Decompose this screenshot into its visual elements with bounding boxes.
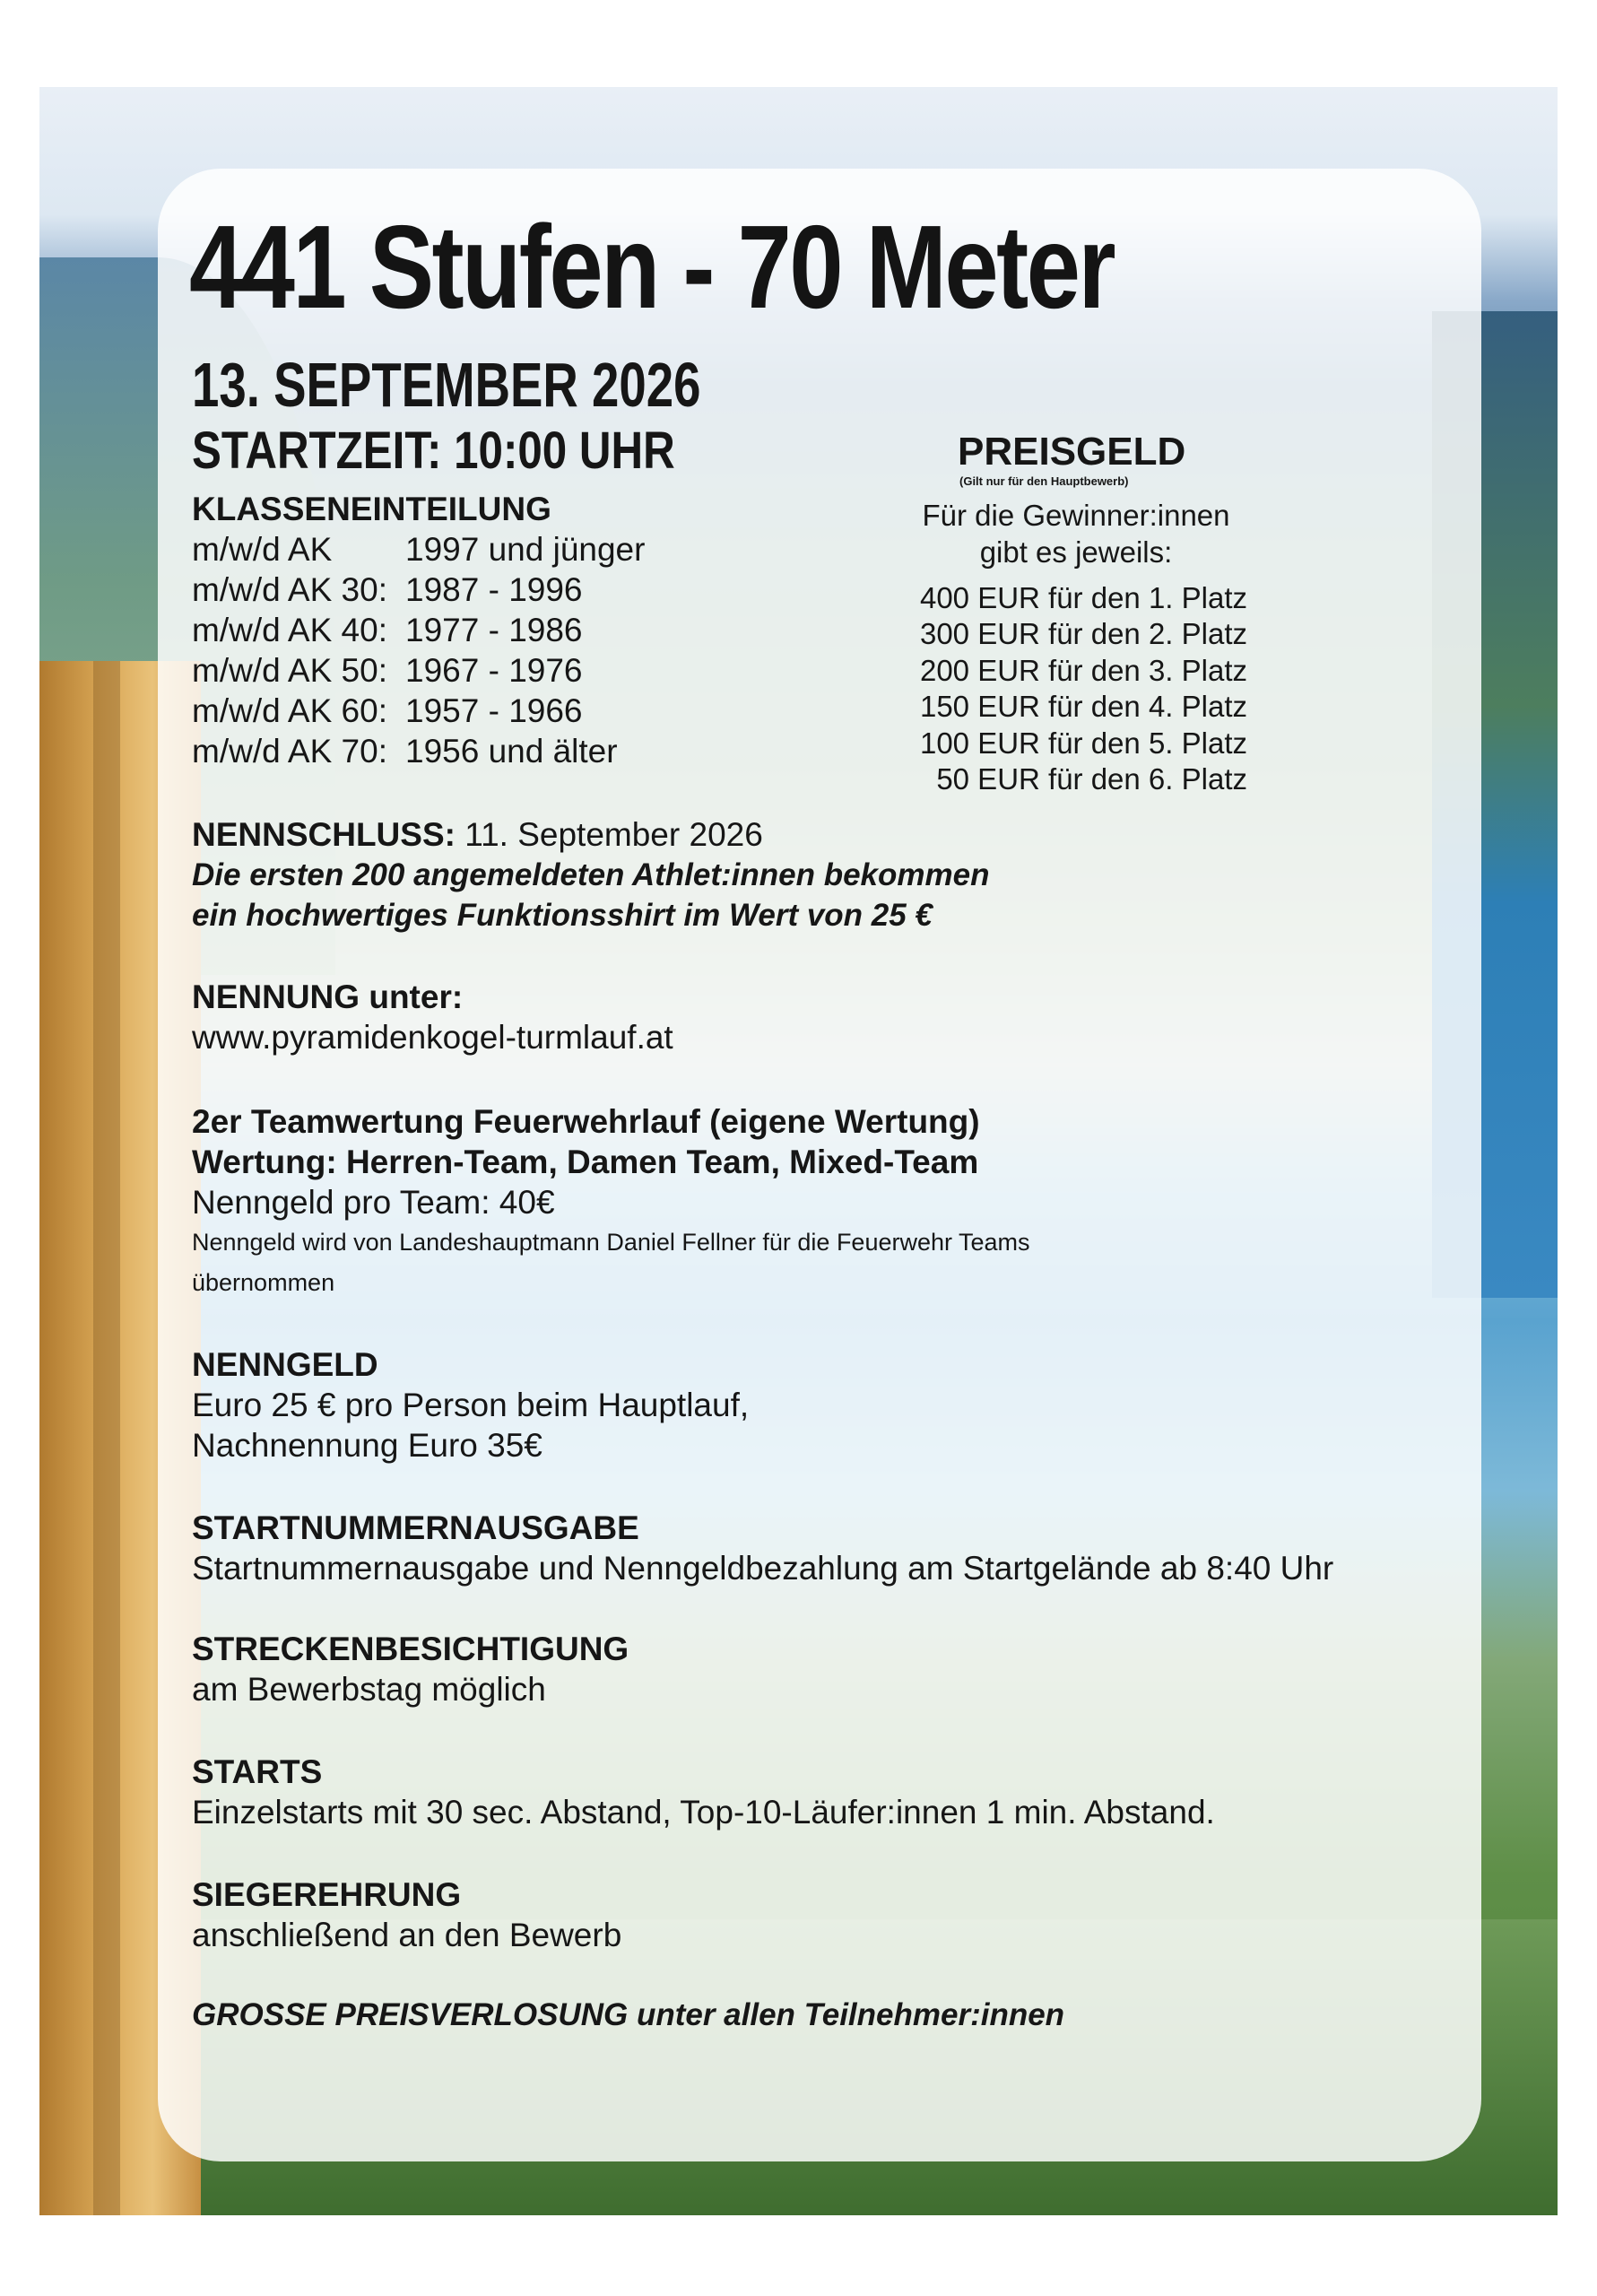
siegerehrung-heading: SIEGEREHRUNG — [192, 1876, 462, 1913]
class-label: m/w/d AK 70: — [192, 733, 387, 770]
prize-row: 200 EUR für den 3. Platz — [919, 654, 1247, 687]
startnummer-text: Startnummernausgabe und Nenngeldbezahlung am Startgelände ab 8:40 Uhr — [192, 1550, 1334, 1587]
class-label: m/w/d AK 30: — [192, 571, 387, 608]
class-years: 1956 und älter — [405, 733, 618, 770]
verlosung-bold: GROSSE PREISVERLOSUNG — [192, 1997, 629, 2032]
class-label: m/w/d AK — [192, 531, 333, 568]
class-years: 1967 - 1976 — [405, 652, 583, 689]
startnummer-heading: STARTNUMMERNAUSGABE — [192, 1509, 639, 1546]
page-title: 441 Stufen - 70 Meter — [189, 201, 1115, 333]
class-row — [192, 573, 583, 606]
class-row — [192, 654, 583, 687]
preisgeld-intro: Für die Gewinner:innen — [922, 499, 1230, 532]
prize-row: 50 EUR für den 6. Platz — [936, 762, 1247, 796]
class-label: m/w/d AK 40: — [192, 612, 387, 648]
strecke-heading: STRECKENBESICHTIGUNG — [192, 1631, 629, 1667]
preisgeld-note: (Gilt nur für den Hauptbewerb) — [959, 474, 1129, 488]
class-row — [192, 735, 618, 768]
shirt-line: Die ersten 200 angemeldeten Athlet:innen bekommen — [192, 857, 990, 892]
preisgeld-heading: PREISGELD — [958, 430, 1186, 474]
nennschluss — [192, 818, 763, 851]
prize-row: 100 EUR für den 5. Platz — [919, 726, 1247, 760]
team-fee: Nenngeld pro Team: 40€ — [192, 1184, 555, 1221]
team-note: Nenngeld wird von Landeshauptmann Daniel Fellner für die Feuerwehr Teams — [192, 1229, 1030, 1256]
event-date: 13. SEPTEMBER 2026 — [192, 350, 701, 420]
class-years: 1997 und jünger — [405, 531, 646, 568]
class-label: m/w/d AK 50: — [192, 652, 387, 689]
class-row — [192, 613, 583, 647]
team-categories: Wertung: Herren-Team, Damen Team, Mixed-Team — [192, 1144, 979, 1180]
start-time: STARTZEIT: 10:00 UHR — [192, 422, 675, 480]
prize-row: 300 EUR für den 2. Platz — [919, 617, 1247, 650]
nenngeld-line: Nachnennung Euro 35€ — [192, 1427, 542, 1464]
siegerehrung-text: anschließend an den Bewerb — [192, 1917, 622, 1953]
nenngeld-line: Euro 25 € pro Person beim Hauptlauf, — [192, 1387, 750, 1423]
preisgeld-intro: gibt es jeweils: — [979, 535, 1173, 569]
team-note: übernommen — [192, 1269, 335, 1296]
nennschluss-label: NENNSCHLUSS: — [192, 816, 456, 853]
prize-row: 400 EUR für den 1. Platz — [919, 581, 1247, 614]
team-heading: 2er Teamwertung Feuerwehrlauf (eigene Wertung) — [192, 1103, 980, 1140]
nennschluss-date: 11. September 2026 — [464, 816, 763, 853]
class-row — [192, 533, 645, 566]
starts-text: Einzelstarts mit 30 sec. Abstand, Top-10-Läufer:innen 1 min. Abstand. — [192, 1794, 1215, 1831]
class-years: 1957 - 1966 — [405, 692, 583, 729]
class-row — [192, 694, 583, 727]
verlosung-rest: unter allen Teilnehmer:innen — [628, 1997, 1065, 2032]
shirt-line: ein hochwertiges Funktionsshirt im Wert von 25 € — [192, 898, 933, 933]
prize-row: 150 EUR für den 4. Platz — [919, 690, 1247, 723]
verlosung — [192, 1999, 1064, 2031]
strecke-text: am Bewerbstag möglich — [192, 1671, 546, 1708]
nenngeld-heading: NENNGELD — [192, 1346, 378, 1383]
starts-heading: STARTS — [192, 1753, 323, 1790]
nennung-heading: NENNUNG unter: — [192, 978, 464, 1015]
registration-url[interactable]: www.pyramidenkogel-turmlauf.at — [192, 1019, 673, 1056]
class-years: 1977 - 1986 — [405, 612, 583, 648]
klassen-heading: KLASSENEINTEILUNG — [192, 491, 551, 527]
class-years: 1987 - 1996 — [405, 571, 583, 608]
class-label: m/w/d AK 60: — [192, 692, 387, 729]
